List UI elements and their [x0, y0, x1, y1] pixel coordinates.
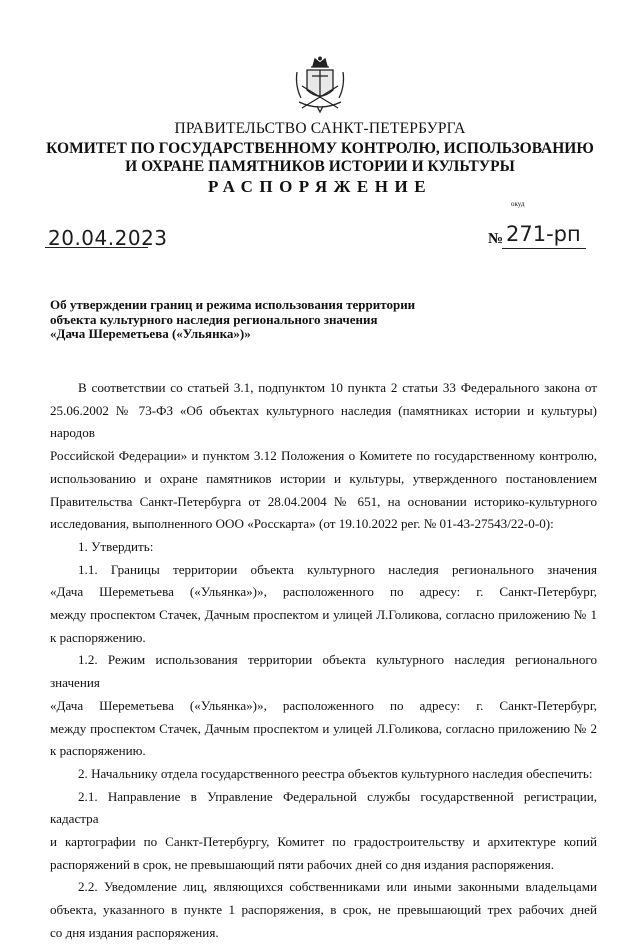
document-number: 271-рп	[506, 222, 581, 246]
body-line: между проспектом Стачек, Дачным проспектом и улицей Л.Голикова, согласно приложению № 2	[50, 720, 597, 736]
subject-line: «Дача Шереметьева («Ульянка»)»	[50, 326, 251, 342]
government-title: ПРАВИТЕЛЬСТВО САНКТ-ПЕТЕРБУРГА	[174, 120, 466, 137]
committee-title-line-1: КОМИТЕТ ПО ГОСУДАРСТВЕННОМУ КОНТРОЛЮ, ИСПОЛЬЗОВАНИЮ	[46, 140, 594, 157]
body-line: распоряжений в срок, не превышающий пяти рабочих дней со дня издания распоряжения.	[50, 856, 555, 872]
committee-title	[0, 140, 640, 176]
number-underline	[502, 248, 586, 249]
body-line: В соответствии со статьей 3.1, подпунктом 10 пункта 2 статьи 33 Федерального закона от	[78, 380, 597, 395]
body-line: 1.1. Границы территории объекта культурного наследия регионального значения	[78, 561, 597, 577]
body-line: 2.2. Уведомление лиц, являющихся собственниками или иными законными владельцами	[78, 879, 597, 895]
body-line: Российской Федерации» и пунктом 3.12 Положения о Комитете по государственному контролю,	[50, 448, 597, 464]
body-line: 2.1. Направление в Управление Федеральной службы государственной регистрации, кадастра	[50, 788, 597, 827]
committee-title-line-2: И ОХРАНЕ ПАМЯТНИКОВ ИСТОРИИ И КУЛЬТУРЫ	[125, 158, 515, 175]
body-line: Правительства Санкт-Петербурга от 28.04.2004 № 651, на основании историко-культурного	[50, 493, 597, 509]
body-line: между проспектом Стачек, Дачным проспектом и улицей Л.Голикова, согласно приложению № 1	[50, 607, 597, 623]
body-line: и картографии по Санкт-Петербургу, Комитет по градостроительству и архитектуре копий	[50, 834, 597, 850]
body-line: исследования, выполненного ООО «Росскарта» (от 19.10.2022 рег. № 01-43-27543/22-0-0):	[50, 516, 554, 532]
body-line: 1. Утвердить:	[78, 538, 154, 554]
body-line: 1.2. Режим использования территории объекта культурного наследия регионального значения	[50, 652, 597, 691]
body-line: «Дача Шереметьева («Ульянка»)», расположенного по адресу: г. Санкт-Петербург,	[50, 584, 597, 600]
body-line: «Дача Шереметьева («Ульянка»)», расположенного по адресу: г. Санкт-Петербург,	[50, 697, 597, 713]
body-line: к распоряжению.	[50, 743, 146, 759]
document-type: РАСПОРЯЖЕНИЕ	[207, 177, 433, 196]
date-underline	[45, 247, 148, 248]
number-sign: №	[488, 231, 504, 247]
body-line: объекта, указанного в пункте 1 распоряжения, в срок, не превышающий трех рабочих дней	[50, 902, 597, 918]
document-subject	[50, 298, 415, 342]
body-line: к распоряжению.	[50, 629, 146, 645]
body-line: 2. Начальнику отдела государственного реестра объектов культурного наследия обеспечить:	[78, 765, 593, 781]
coat-of-arms-icon	[293, 56, 347, 114]
document-body	[50, 377, 597, 945]
subject-line: объекта культурного наследия регионального значения	[50, 311, 378, 327]
document-date: 20.04.2023	[48, 226, 168, 250]
subject-line: Об утверждении границ и режима использования территории	[50, 297, 416, 312]
body-line: использованию и охране памятников истории и культуры, утвержденного постановлением	[50, 470, 597, 486]
body-line: 25.06.2002 № 73-ФЗ «Об объектах культурного наследия (памятниках истории и культуры) народов	[50, 402, 597, 441]
body-line: со дня издания распоряжения.	[50, 924, 219, 940]
okud-label: окуд	[511, 200, 525, 208]
